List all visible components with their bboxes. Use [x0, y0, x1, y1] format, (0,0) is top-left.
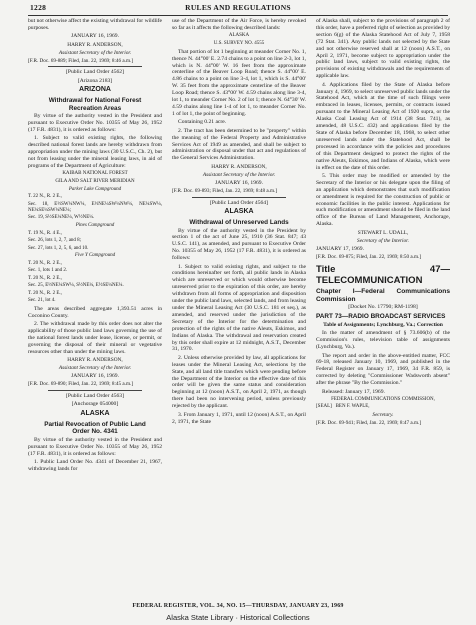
section-line: Sec. 18, E½SW¼NW¼, E½NE¼SW¼NW¼, NE¼SW¼, NE¼SE¼SW¼NE¼;	[28, 201, 162, 213]
library-credit: Alaska State Library · Historical Collections	[166, 613, 310, 622]
section-line: Sec. 19, S½SE¼NE¼, W½NE¼.	[28, 215, 95, 221]
township-line: T. 20 N., R. 2 E.,	[28, 275, 62, 281]
state-label: ALASKA	[228, 33, 250, 39]
secretary-title: Secretary.	[372, 411, 394, 418]
section-heading: Withdrawal of Unreserved Lands	[189, 218, 289, 226]
paragraph: 5. This order may be modified or amended by the Secretary of the Interior or his delegate upon the filing of an application which demonstrates that such modification or amendment is required for the construction of public or economic facilities in the public interest. Applications for such modification or amendment should be filed in the land office of the Bureau of Land Management, Anchorage, Alaska.	[316, 172, 450, 228]
order-serial: [Arizona 2183]	[77, 77, 113, 84]
signature-name: HARRY R. ANDERSON,	[67, 357, 123, 364]
township-line: T. 20 N., R. 2 E.,	[28, 290, 62, 296]
signature-title: Assistant Secretary of the Interior.	[58, 365, 132, 372]
section-line: Sec. 25, E½NE¼SW¼, S½NE¼, E½SE¼NE¼.	[28, 283, 124, 289]
fr-doc-line: [F.R. Doc. 69-893; Filed, Jan. 22, 1969; 8:48 a.m.]	[172, 187, 278, 194]
fr-doc-line: [F.R. Doc. 69-889; Filed, Jan. 22, 1969; 8:46 a.m.]	[28, 57, 134, 64]
title-heading: Title 47—TELECOMMUNICATION	[316, 263, 450, 286]
signature-name: HARRY R. ANDERSON,	[211, 163, 267, 170]
register-footer: FEDERAL REGISTER, VOL. 34, NO. 15—THURSDAY, JANUARY 23, 1969	[132, 603, 344, 609]
section-line: Sec. 26, lots 1, 2, 7, and 8;	[28, 238, 82, 244]
part-heading: PART 73—RADIO BROADCAST SERVICES	[316, 313, 446, 321]
area-name: Pines Campground	[75, 222, 115, 228]
divider	[192, 197, 286, 198]
order-number: [Public Land Order 4562]	[66, 69, 124, 76]
section-heading	[28, 97, 162, 112]
paragraph: but not otherwise affect the existing withdrawal for wildlife purposes.	[28, 18, 162, 31]
township-line: T. 19 N., R. 4 E.,	[28, 230, 62, 236]
agency-signature: FEDERAL COMMUNICATIONS COMMISSION,	[331, 396, 435, 402]
paragraph: 1. Subject to valid existing rights, and subject to the conditions hereinafter set forth, all public lands in Alaska which are unreserved or which would otherwise become unreserved prior to the expiration of this order, are hereby withdrawn from all forms of appropriation and disposition under the public land laws, selected lands, and from leasing under the Mineral Leasing Act (30 U.S.C. 181 et seq.), as amended, and reserved under the jurisdiction of the Secretary of the Interior for the determination and protection of the rights of the native Aleuts, Eskimos, and Indians of Alaska. The withdrawal and reservation created by this order shall expire at 12 midnight, A.S.T., December 31, 1970.	[172, 263, 306, 353]
header-rule	[28, 15, 448, 16]
running-head: RULES AND REGULATIONS	[185, 3, 291, 12]
signature-title: Assistant Secretary of the Interior.	[202, 171, 276, 178]
column-2	[172, 18, 306, 601]
paragraph: 1. Subject to valid existing rights, the following described national forest lands are hereby withdrawn from appropriation under the mining laws (30 U.S.C., Ch. 2), but not from leasing under the mineral leasing laws, in aid of programs of the Department of Agriculture:	[28, 135, 162, 169]
paragraph: 1. Public Land Order No. 4341 of December 21, 1967, withdrawing lands for	[28, 459, 162, 473]
meridian-name: GILA AND SALT RIVER MERIDIAN	[55, 179, 135, 185]
paragraph: By virtue of the authority vested in the President by section 1 of the act of June 25, 1910 (36 Stat. 847; 43 U.S.C. 141), as amended, and pursuant to Executive Order No. 10355 of May 26, 1952 (17 F.R. 4831), it is ordered as follows:	[172, 227, 306, 262]
date-line: JANUARY 16, 1969.	[71, 33, 119, 40]
section-line: Sec. 1, lots 1 and 2.	[28, 268, 68, 274]
signature-name: HARRY R. ANDERSON,	[67, 41, 123, 48]
state-heading: ALASKA	[224, 208, 254, 216]
paragraph: 4. Applications filed by the State of Alaska before January 4, 1969, to select unreserved public lands under the Statehood Act, which at the time of such filings were embraced in leases, licenses, permits, or contracts issued pursuant to the Mineral Leasing Act of 1920 supra, or the Alaska Coal Leasing Act of 1914 (38 Stat. 741), as amended, 48 U.S.C. 432) and applications filed by the State of Alaska before December 18, 1968, to select other unreserved lands under the Statehood Act, shall be processed in accordance with the policies and procedures of this Department designed to protect the rights of the native Aleuts, Eskimos, and Indians of Alaska, which were in effect on the date of this order.	[316, 81, 450, 171]
signature-title: Secretary of the Interior.	[357, 237, 409, 244]
seal-mark	[316, 404, 450, 410]
paragraph: By virtue of the authority vested in the President and pursuant to Executive Order No. 10355 of May 26, 1952 (17 F.R. 4831), it is ordered as follows:	[28, 113, 162, 133]
township-line: T. 22 N., R. 2 E.,	[28, 194, 62, 200]
date-line: JANUARY 17, 1969.	[316, 245, 364, 252]
fr-doc-line: [F.R. Doc. 69-875; Filed, Jan. 22, 1969; 8:50 a.m.]	[316, 253, 422, 260]
paragraph: The areas described aggregate 1,393.51 acres in Coconino County.	[28, 305, 162, 319]
date-line: JANUARY 16, 1969.	[71, 373, 119, 380]
paragraph: In the matter of amendment of § 73.606(b) of the Commission's rules, television table of assignments (Lynchburg, Va.).	[316, 330, 450, 351]
signature-name: STEWART L. UDALL,	[357, 229, 409, 236]
page-number: 1228	[30, 3, 47, 12]
paragraph: of Alaska shall, subject to the provisions of paragraph 2 of this order, have a preferred right of selection as provided by section 6(g) of the Alaska Statehood Act of July 7, 1958 (72 Stat. 341). Any public lands not selected by the State and not otherwise reserved shall at 12 (noon) A.S.T., on April 2, 1971, become subject to appropriation under the public land laws, subject to valid existing rights, the provisions of existing withdrawals and the requirements of applicable law.	[316, 18, 450, 80]
paragraph: 2. The withdrawal made by this order does not alter the applicability of those public land laws governing the use of the national forest lands under lease, license, or permit, or governing the disposal of their mineral or vegetative resources other than under the mining laws.	[28, 321, 162, 355]
section-heading	[28, 421, 162, 436]
paragraph: 3. From January 1, 1971, until 12 (noon) A.S.T., on April 2, 1971, the State	[172, 411, 306, 425]
fr-doc-line: [F.R. Doc. 69-941; Filed, Jan. 22, 1969; 8:47 a.m.]	[316, 419, 422, 426]
order-number: [Public Land Order 4563]	[66, 393, 124, 400]
section-heading-line1: Withdrawal for National Forest	[48, 96, 142, 104]
area-name: Five Y Campground	[74, 253, 116, 259]
section-heading-line2: Recreation Areas	[68, 104, 122, 112]
township-line: T. 20 N., R. 2 E.,	[28, 260, 62, 266]
text-columns	[28, 18, 450, 601]
seal-label: [SEAL]	[316, 404, 332, 410]
section-line: Sec. 21, lot 4.	[28, 298, 56, 304]
paragraph: 2. The tract has been determined to be "property" within the meaning of the Federal Property and Administrative Services Act of 1949 as amended, and shall be subject to administration or disposal under that act and regulations of the General Services Administration.	[172, 127, 306, 162]
column-1	[28, 18, 162, 601]
forest-name: KAIBAB NATIONAL FOREST	[62, 171, 128, 177]
paragraph: That portion of lot 1 beginning at meander Corner No. 1, thence N. 44°00' E. 2.74 chains to a point on line 2-3, lot 1, which is N. 44°00' W. 16 feet from the approximate centerline of the Beaver Loop Road; thence S. 44°00' E. 4.86 chains to a point on line 3-4, lot 1, which is S. 44°00' W. 35 feet from the approximate centerline of the Beaver Loop Road; thence S. 43°00' W. 4.59 chains along line 3-4, lot 1, to meander Corner No. 2 of lot 1; thence N. 64°30' W. 4.59 chains along line 1-4 of lot 1, to meander Corner No. 1 of lot 1, the point of beginning.	[172, 48, 306, 117]
section-line: Sec. 27, lots 1, 2, 5, 6, and 10.	[28, 245, 89, 251]
order-number: [Public Land Order 4564]	[210, 199, 268, 206]
section-heading-line2: Order No. 4341	[72, 428, 118, 436]
date-line: JANUARY 16, 1969.	[215, 179, 263, 186]
paragraph: use of the Department of the Air Force, is hereby revoked so far as it affects the following described lands:	[172, 18, 306, 31]
divider	[48, 66, 142, 67]
order-serial: [Anchorage 054000]	[71, 401, 119, 408]
secretary-name: BEN F. WAPLE,	[335, 404, 370, 410]
paragraph: Containing 0.21 acre.	[178, 119, 227, 126]
paragraph: 2. Unless otherwise provided by law, all applications for leases under the Mineral Leasing Act, selections by the State, and all land title transfers which were pending before the Department of the Interior on the effective date of this order will be given the same status and consideration beginning at 12 (noon) A.S.T., on April 2, 1971, as though there had been no intervening period, unless previously rejected by the applicant.	[172, 354, 306, 410]
state-heading: ARIZONA	[79, 86, 111, 94]
paragraph: By virtue of the authority vested in the President and pursuant to Executive Order No. 10355 of May 26, 1952 (17 F.R. 4831), it is ordered as follows:	[28, 437, 162, 457]
page-header	[30, 3, 446, 14]
subject-heading: Table of Assignments; Lynchburg, Va.; Correction	[323, 321, 443, 328]
docket-number: [Docket No. 17790; RM-1198]	[348, 304, 418, 311]
fr-doc-line: [F.R. Doc. 69-890; Filed, Jan. 22, 1969; 8:45 a.m.]	[28, 381, 134, 388]
section-heading-line1: Partial Revocation of Public Land	[44, 420, 146, 428]
divider	[48, 390, 142, 391]
area-name: Parker Lake Campground	[68, 186, 122, 192]
paragraph: The report and order in the above-entitled matter, FCC 69-18, released January 10, 1969, and published in the Federal Register on January 17, 1969, 34 F.R. 859, is corrected by deleting "Commissioner Wadsworth absent" after the phrase "By the Commission."	[316, 352, 450, 387]
release-date: Released: January 17, 1969.	[322, 388, 385, 395]
survey-label: U.S. SURVEY NO. 4555	[213, 41, 265, 47]
state-heading: ALASKA	[80, 410, 110, 418]
column-3	[316, 18, 450, 601]
signature-title: Assistant Secretary of the Interior.	[58, 49, 132, 56]
chapter-heading: Chapter I—Federal Communications Commission	[316, 287, 450, 303]
